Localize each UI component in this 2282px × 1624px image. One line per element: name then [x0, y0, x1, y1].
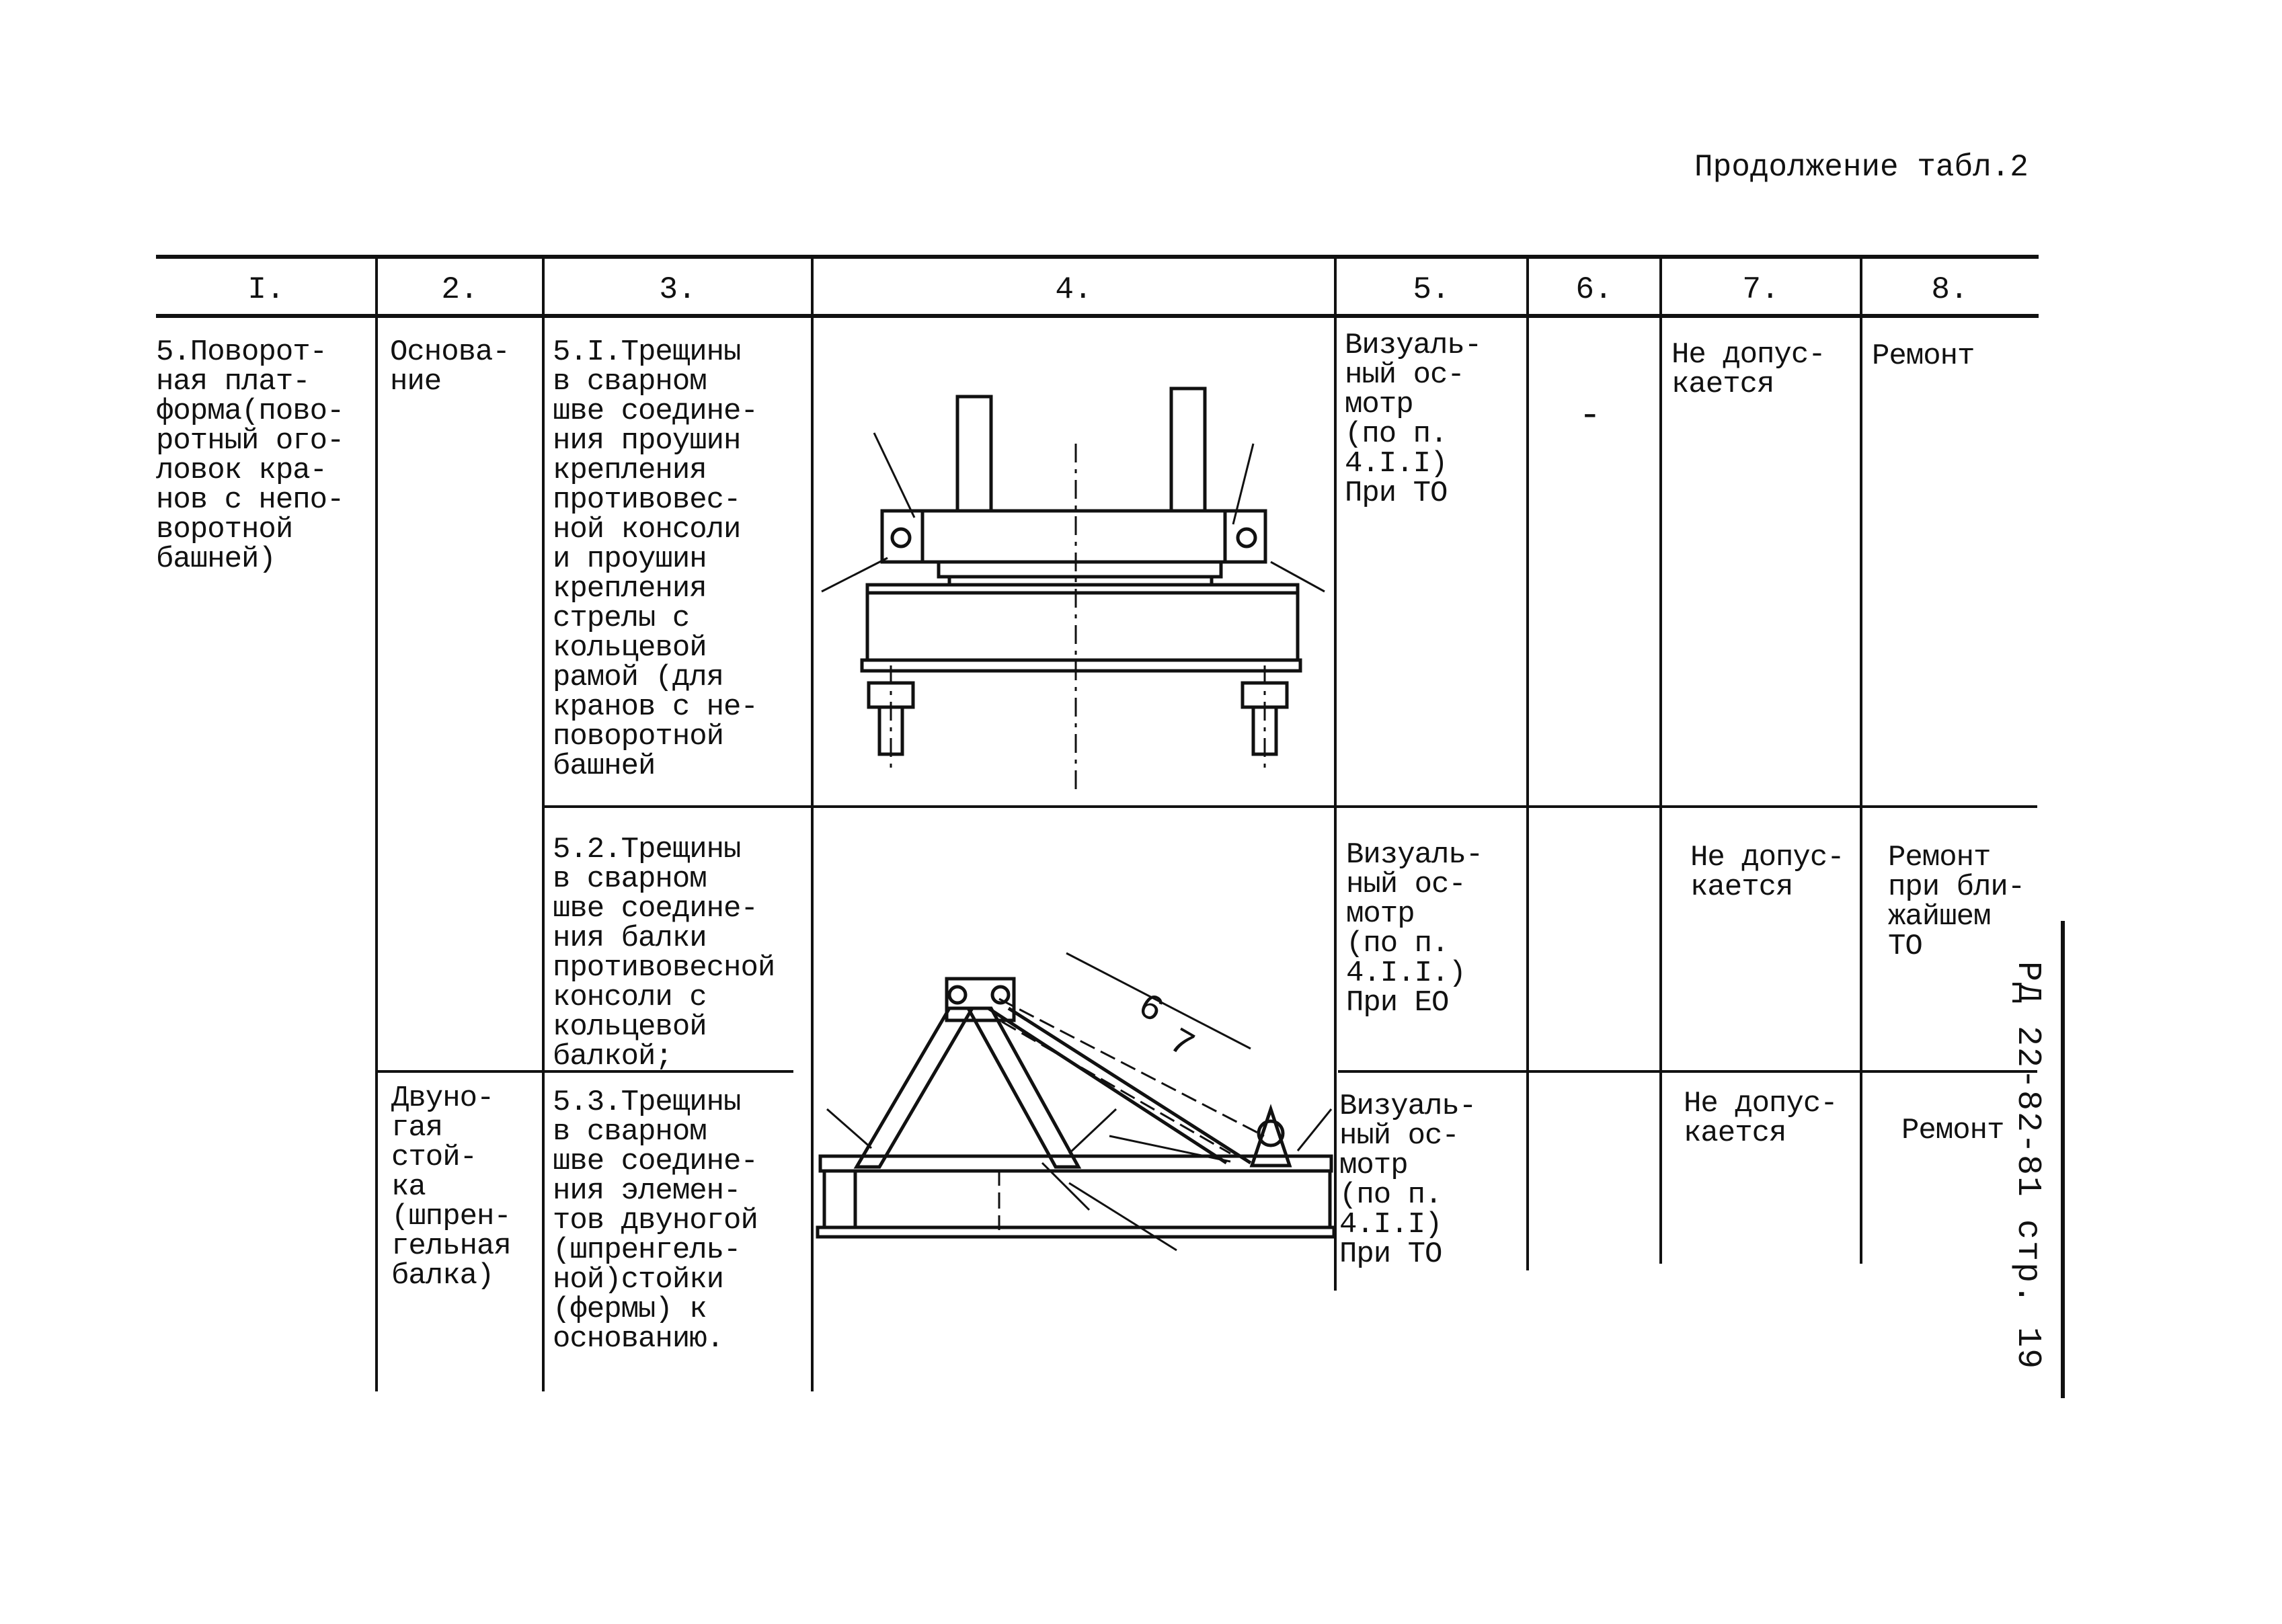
- row2-action: Ремонт при бли- жайшем ТО: [1888, 841, 2025, 963]
- document-code-page: РД 22-82-81 стр. 19: [2008, 961, 2047, 1371]
- row1-element: 5.Поворот- ная плат- форма(пово- ротный ого- ловок кра- нов с непо- воротной башней): [156, 335, 344, 576]
- column-header-3: 3.: [659, 272, 697, 307]
- row2-defect: 5.2.Трещины в сварном шве соедине- ния балки противовесной консоли с кольцевой балкой;: [553, 833, 775, 1073]
- column-header-7: 7.: [1742, 272, 1780, 307]
- column-header-8: 8.: [1931, 272, 1969, 307]
- column-header-1: I.: [247, 272, 285, 307]
- column-header-2: 2.: [441, 272, 479, 307]
- row1-action: Ремонт: [1872, 339, 1975, 373]
- column-header-4: 4.: [1055, 272, 1093, 307]
- row3-method: Визуаль- ный ос- мотр (по п. 4.I.I) При ТО: [1339, 1090, 1477, 1271]
- row1-method: Визуаль- ный ос- мотр (по п. 4.I.I) При ТО: [1345, 329, 1482, 510]
- row3-part: Двуно- гая стой- ка (шпрен- гельная балка): [391, 1082, 511, 1293]
- column-header-6: 6.: [1575, 272, 1613, 307]
- row1-defect: 5.I.Трещины в сварном шве соедине- ния проушин крепления противовес- ной консоли и проушин крепления стрелы с кольцевой рамой (для кранов с не- поворотной башней: [553, 335, 758, 783]
- row1-col6: -: [1579, 394, 1601, 437]
- drawing2-dim-b: 7: [1161, 1021, 1200, 1067]
- row3-limit: Не допус- кается: [1684, 1087, 1838, 1150]
- column-header-5: 5.: [1413, 272, 1450, 307]
- row2-method: Визуаль- ный ос- мотр (по п. 4.I.I.) При ЕО: [1346, 838, 1483, 1020]
- row1-part: Основа- ние: [390, 335, 510, 399]
- continuation-label: Продолжение табл.2: [1694, 150, 2029, 185]
- row3-action: Ремонт: [1901, 1114, 2004, 1147]
- row1-limit: Не допус- кается: [1671, 338, 1825, 401]
- drawing2-dim-a: 6: [1130, 986, 1169, 1032]
- row2-limit: Не допус- кается: [1690, 841, 1844, 904]
- row3-defect: 5.3.Трещины в сварном шве соедине- ния элемен- тов двуногой (шпренгель- ной)стойки (фермы) к основанию.: [553, 1086, 758, 1356]
